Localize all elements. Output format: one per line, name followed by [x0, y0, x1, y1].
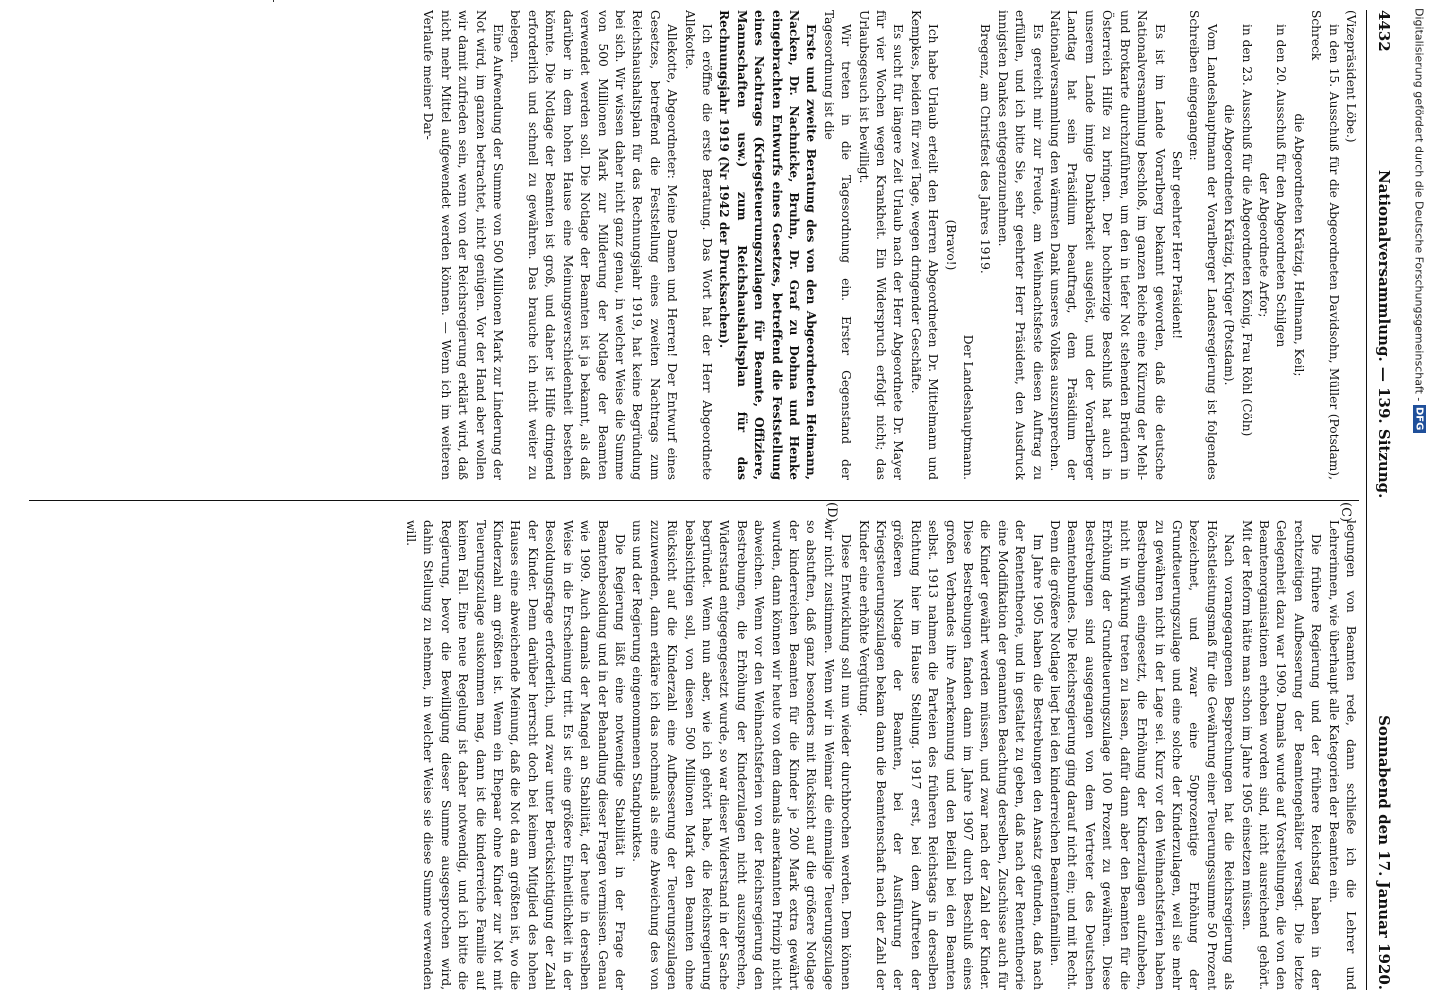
- paragraph: Es gereicht mir zur Freude, am Weihnachtsfeste diesen Auftrag zu erfüllen, und ich bitte Sie, sehr geehrter Herr Präsident, den Ausdruck innigsten Dankes entgegenzunehmen.: [995, 10, 1045, 480]
- paragraph: Vom Landeshauptmann der Vorarlberger Landesregierung ist folgendes Schreiben eingegangen:: [1187, 10, 1219, 480]
- paragraph: Es sucht für längere Zeit Urlaub nach der Herr Abgeordnete Dr. Mayer für vier Wochen wegen Krankheit. Ein Widerspruch erfolgt nicht; das Urlaubsgesuch ist bewilligt.: [856, 10, 906, 480]
- paragraph: Die frühere Regierung und der frühere Reichstag haben in der rechtzeitigen Aufbesserung der Beamtengehälter versagt. Die letzte Gelegenheit dazu war 1909. Damals wurde auf Vorstellungen, die von den Beamtenorganisationen erhoben worden sind, nicht ausreichend gehört. Mit der Reform hätte man schon im Jahre 1905 einsetzen müssen.: [1239, 520, 1324, 990]
- paragraph: Im Jahre 1905 haben die Bestrebungen den Ansatz gefunden, daß nach der Rententheorie, und in gestaltet zu geben, daß nach der Rententheorie eine Modifikation der genannten Beachtung derselben, Zuschüsse auch für die Kinder gewährt werden müssen, und zwar nach der Zahl der Kinder. Diese Bestrebungen fanden dann im Jahre 1907 durch Beschluß eines großen Verbandes ihre Anerkennung und den Beifall bei den Beamten selbst. 1913 nahmen die Parteien des früheren Reichstags in derselben Richtung hier im Hause Stellung. 1917 erst, bei dem Auftreten der größeren Notlage der Beamten, bei der Ausführung der Kriegsteuerungszulagen bekam dann die Beamtenschaft nach der Zahl der Kinder eine erhöhte Vergütung.: [856, 520, 1045, 990]
- letter-salutation: Sehr geehrter Herr Präsident!: [1169, 150, 1184, 340]
- margin-mark-c: (C): [1338, 502, 1353, 523]
- paragraph: Es ist im Lande Vorarlberg bekannt geworden, daß die deutsche Nationalversammlung beschloß, im ganzen Reiche eine Kürzung der Mehl- und Brotkarte durchzuführen, um den in tiefer Not stehenden Brüdern in Österreich Hilfe zu bringen. Der hochherzige Beschluß hat auch in unserem Lande innige Dankbarkeit ausgelöst, und der Vorarlberger Landtag hat sein Präsidium beauftragt, dem Präsidium der Nationalversammlung den wärmsten Dank unseres Volkes auszusprechen.: [1048, 10, 1167, 480]
- letter-signature: Der Landeshauptmann.: [961, 334, 976, 480]
- paragraph: der Abgeordnete Arfor;: [1256, 172, 1271, 318]
- paragraph: legungen von Beamten rede, dann schließe ich die Lehrer und Lehrerinnen, wie überhaupt alle Kategorien der Beamten ein.: [1326, 520, 1358, 990]
- paragraph: Allekotte, Abgeordneter: Meine Damen und Herren! Der Entwurf eines Gesetzes, betreffend die Feststellung eines zweiten Nachtrags zum Reichshaushaltsplan für das Rechnungsjahr 1919, hat keine Begründung bei sich. Wir wissen daher nicht ganz genau, in welcher Weise die Summe von 500 Millionen Mark zur Milderung der Notlage der Beamten verwendet werden soll. Die Notlage der Beamten ist ja bekannt, als daß darüber in dem hohen Hause eine Meinungsverschiedenheit bestehen könnte. Die Notlage der Beamten ist groß, und daher ist Hilfe dringend erforderlich und schnell zu gewähren. Das brauche ich nicht weiter zu belegen.: [508, 10, 680, 480]
- paragraph: Eine Aufwendung der Summe von 500 Millionen Mark zur Linderung der Not wird, im ganzen betrachtet, nicht genügen. Vor der Hand aber wollen wir damit zufrieden sein, wenn von der Reichsregierung erklärt wird, daß nicht mehr Mittel aufgewendet werden können. — Wenn ich im weiteren Verlaufe meiner Dar-: [421, 10, 506, 480]
- paragraph: Bregenz, am Christfest des Jahres 1919.: [978, 24, 993, 274]
- paragraph: Nach vorangegangenen Besprechungen hat die Reichsregierung als Höchstleistungsmaß für die Gewährung einer Teuerungssumme 50 Prozent bezeichnet, und zwar eine 50prozentige Erhöhung der Grundteuerungszulage und eine solche der Kinderzulagen, weil sie mehr zu gewähren nicht in der Lage sei. Kurz vor den Weihnachtsferien haben Bestrebungen eingesetzt, die Erhöhung der Kinderzulagen aufzuheben, nicht in Wirkung treten zu lassen, dafür dann aber den Beamten für die Erhöhung der Grundteuerungszulage 100 Prozent zu gewähren. Diese Bestrebungen sind ausgegangen von dem Vertreter des Deutschen Beamtenbundes. Die Reichsregierung ging darauf nicht ein; und mit Recht. Denn die größere Notlage liegt bei den kinderreichen Beamtenfamilien.: [1048, 520, 1237, 990]
- assembly-session: Nationalversammlung. — 139. Sitzung.: [1375, 170, 1393, 499]
- digitization-credit: [1409, 8, 1429, 988]
- session-date: Sonnabend den 17. Januar 1920.: [1375, 715, 1393, 990]
- paragraph: Die Regierung läßt eine notwendige Stabilität in der Frage der Beamtenbesoldung und in der Behandlung dieser Fragen vermissen. Genau wie 1909. Auch damals der Mangel an Stabilität, der heute in derselben Weise in die Erscheinung tritt. Es ist eine größere Einheitlichkeit in der Besoldungsfrage erforderlich, und zwar unter Berücksichtigung der Zahl der Kinder. Denn darüber herrscht doch bei keinem Mitglied des hohen Hauses eine abweichende Meinung, daß die Not da am größten ist, wo die Kinderzahl am größten ist. Wenn ein Ehepaar ohne Kinder zur Not mit Teuerungszulage auskommen mag, dann ist die kinderreiche Familie auf keinen Fall. Eine neue Regelung ist daher notwendig, und ich bitte die Regierung, bevor die Bewilligung dieser Summe ausgesprochen wird, dahin Stellung zu nehmen, in welcher Weise sie diese Summe verwenden will.: [404, 520, 627, 990]
- paragraph: die Abgeordneten Krätzig, Hellmann, Keil;: [1291, 113, 1306, 377]
- agenda-item: Erste und zweite Beratung des von den Abgeordneten Heimann, Nacken, Dr. Nachnicke, Bruhn, Dr. Graf zu Dohna und Henke eingebrachten Entwurfs eines Gesetzes, betreffend die Feststellung eines Nachtrags (Kriegsteuerungszulagen für Beamte, Offiziere, Mannschaften usw.) zum Reichshaushaltsplan für das Rechnungsjahr 1919 (Nr 1942 der Drucksachen).: [717, 10, 819, 480]
- paragraph: Diese Entwicklung soll nun wieder durchbrochen werden. Dem können wir nicht zustimmen. Wenn wir in Weimar die einmalige Teuerungszulage so abstuften, daß ganz besonders mit Rücksicht auf die größere Notlage der kinderreichen Beamten für die Kinder je 200 Mark extra gewährt wurden, dann können wir heute von dem damals anerkannten Prinzip nicht abweichen. Wenn vor den Weihnachtsferien von der Reichsregierung den Bestrebungen, die Erhöhung der Kinderzulagen nicht auszusprechen, Widerstand entgegengesetzt wurde, so war dieser Widerstand in der Sache begründet. Wenn nun aber, wie ich gehört habe, die Reichsregierung beabsichtigen soll, von diesen 500 Millionen Mark den Beamten ohne Rücksicht auf die Kinderzahl eine Aufbesserung der Teuerungszulagen zuzuwenden, dann erkläre ich das nochmals als eine Abweichung des von uns und der Regierung eingenommenen Standpunktes.: [630, 520, 854, 990]
- right-column: [29, 520, 1359, 990]
- margin-mark-d: (D): [824, 502, 839, 523]
- dfg-logo: DFG: [1413, 407, 1425, 431]
- speaker-note: (Vizepräsident Löbe.): [1344, 10, 1358, 143]
- text-columns: [29, 10, 1359, 990]
- paragraph: Ich eröffne die erste Beratung. Das Wort hat der Herr Abgeordnete Allekotte.: [682, 10, 714, 480]
- interjection: (Bravo!): [943, 219, 958, 271]
- paragraph: in den 15. Ausschuß für die Abgeordneten Davidsohn, Müller (Potsdam), Schreck: [1309, 10, 1341, 480]
- paragraph: die Abgeordneten Krätzig, Krüger (Potsdam).: [1222, 104, 1237, 386]
- paragraph: Wir treten in die Tagesordnung ein. Erster Gegenstand der Tagesordnung ist die: [821, 10, 854, 480]
- column-divider: [29, 500, 1359, 501]
- page-header: [1366, 10, 1407, 990]
- rotated-document-page: [27, 10, 1407, 990]
- left-column: [29, 10, 1359, 480]
- margin-tick: [273, 0, 274, 2]
- paragraph: Ich habe Urlaub erteilt den Herren Abgeordneten Dr. Mittelmann und Kempkes, beiden für zwei Tage, wegen dringender Geschäfte.: [908, 10, 941, 480]
- paragraph: in den 23. Ausschuß für die Abgeordneten König, Frau Röhl (Cöln): [1239, 24, 1254, 437]
- credit-text: Digitalisierung gefördert durch die Deutsche Forschungsgemeinschaft -: [1412, 8, 1426, 402]
- page-number: 4432: [1375, 10, 1393, 52]
- paragraph: in den 20. Ausschuß für den Abgeordneten Schilgen: [1274, 24, 1289, 348]
